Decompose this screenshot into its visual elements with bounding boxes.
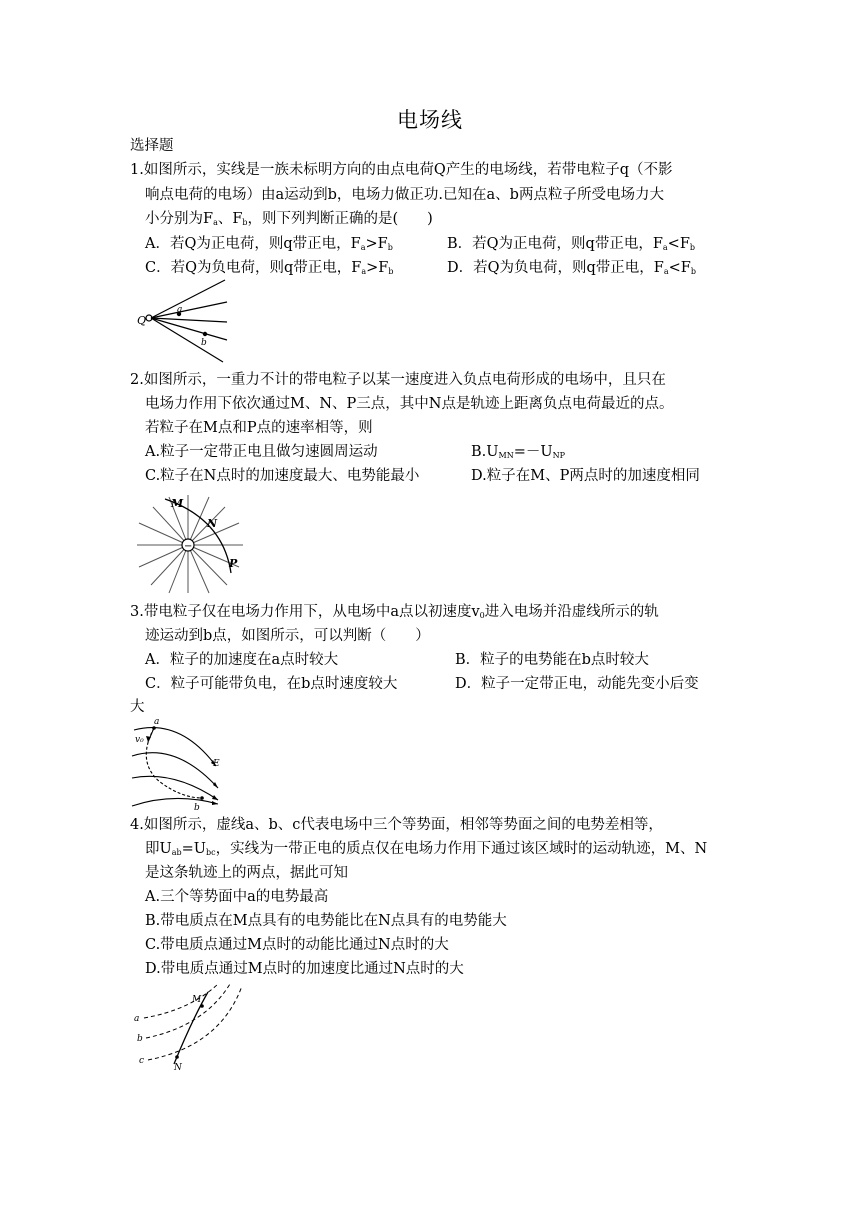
q4-option-b: B.带电质点在M点具有的电势能比在N点具有的电势能大 [145, 913, 507, 929]
q1-option-d: D．若Q为负电荷，则q带正电，$F_a<F_b$ [447, 260, 696, 276]
q4-stem-line3: 是这条轨迹上的两点，据此可知 [145, 865, 348, 881]
q4-fig-label-a: a [134, 1014, 140, 1024]
q2-fig-label-P: P [229, 557, 238, 570]
q3-fig-label-b: b [194, 803, 200, 812]
q4-fig-label-c: c [139, 1056, 145, 1066]
q3-option-c: C．粒子可能带负电，在b点时速度较大 [145, 676, 398, 692]
q3-option-d: D．粒子一定带正电，动能先变小后变 [455, 676, 699, 692]
q4-stem-line1: 4.如图所示，虚线a、b、c代表电场中三个等势面，相邻等势面之间的电势差相等， [130, 817, 663, 833]
q1-stem-line3: 小分别为$F_a$、$F_b$，则下列判断正确的是( ) [145, 211, 433, 227]
q4-option-a: A.三个等势面中a的电势最高 [145, 889, 329, 905]
q4-option-c: C.带电质点通过M点时的动能比通过N点时的大 [145, 937, 449, 953]
q4-fig-label-M: M [192, 995, 202, 1005]
q1-fig-label-Q: Q [137, 314, 147, 327]
q1-option-b: B．若Q为正电荷，则q带正电，$F_a<F_b$ [447, 236, 696, 252]
q2-option-a: A.粒子一定带正电且做匀速圆周运动 [145, 444, 378, 460]
q4-option-d: D.带电质点通过M点时的加速度比通过N点时的大 [145, 961, 464, 977]
q3-stem-line2: 迹运动到b点，如图所示，可以判断（ ） [145, 628, 430, 644]
q3-fig-label-v0: v₀ [135, 735, 144, 745]
q3-trajectory-figure [130, 716, 230, 812]
q2-fig-label-N: N [207, 517, 218, 530]
q4-fig-label-N: N [174, 1063, 182, 1072]
q1-option-c: C．若Q为负电荷，则q带正电，$F_a>F_b$ [145, 260, 394, 276]
q3-fig-label-a: a [154, 717, 160, 727]
q1-stem-line1: 1.如图所示，实线是一族未标明方向的由点电荷Q产生的电场线，若带电粒子q（不影 [130, 162, 673, 178]
q2-negative-charge-figure [131, 493, 247, 595]
q2-fig-label-M: M [171, 497, 184, 510]
q1-field-line-figure [135, 278, 235, 364]
q3-fig-label-E: E [213, 759, 220, 769]
q2-option-c: C.粒子在N点时的加速度最大、电势能最小 [145, 468, 420, 484]
section-heading: 选择题 [130, 138, 174, 154]
q1-fig-label-a: a [177, 305, 183, 315]
q1-option-a: A．若Q为正电荷，则q带正电，$F_a>F_b$ [145, 236, 393, 252]
q2-option-d: D.粒子在M、P两点时的加速度相同 [471, 468, 700, 484]
page-title: 电场线 [397, 108, 463, 132]
q4-stem-line2: 即$U_{ab}=U_{bc}$，实线为一带正电的质点仅在电场力作用下通过该区域时的运动轨迹，M、N [145, 841, 708, 857]
q3-option-a: A．粒子的加速度在a点时较大 [145, 652, 339, 668]
q2-stem-line1: 2.如图所示，一重力不计的带电粒子以某一速度进入负点电荷形成的电场中，且只在 [130, 372, 666, 388]
q3-stem-line1: 3.带电粒子仅在电场力作用下，从电场中a点以初速度$v_0$进入电场并沿虚线所示的轨 [130, 604, 659, 620]
q3-option-d-continued: 大 [130, 699, 145, 715]
q3-option-b: B．粒子的电势能在b点时较大 [455, 652, 649, 668]
q4-equipotential-figure [130, 980, 250, 1072]
q2-fig-center-sign: − [184, 541, 193, 552]
q2-stem-line3: 若粒子在M点和P点的速率相等，则 [145, 420, 373, 436]
q2-option-b: $B.U_{MN}=-U_{NP}$ [471, 444, 565, 460]
q4-fig-label-b: b [137, 1034, 143, 1044]
q2-stem-line2: 电场力作用下依次通过M、N、P三点，其中N点是轨迹上距离负点电荷最近的点。 [145, 396, 674, 412]
q1-stem-line2: 响点电荷的电场）由a运动到b，电场力做正功.已知在a、b两点粒子所受电场力大 [145, 187, 664, 203]
q1-fig-label-b: b [201, 338, 207, 348]
